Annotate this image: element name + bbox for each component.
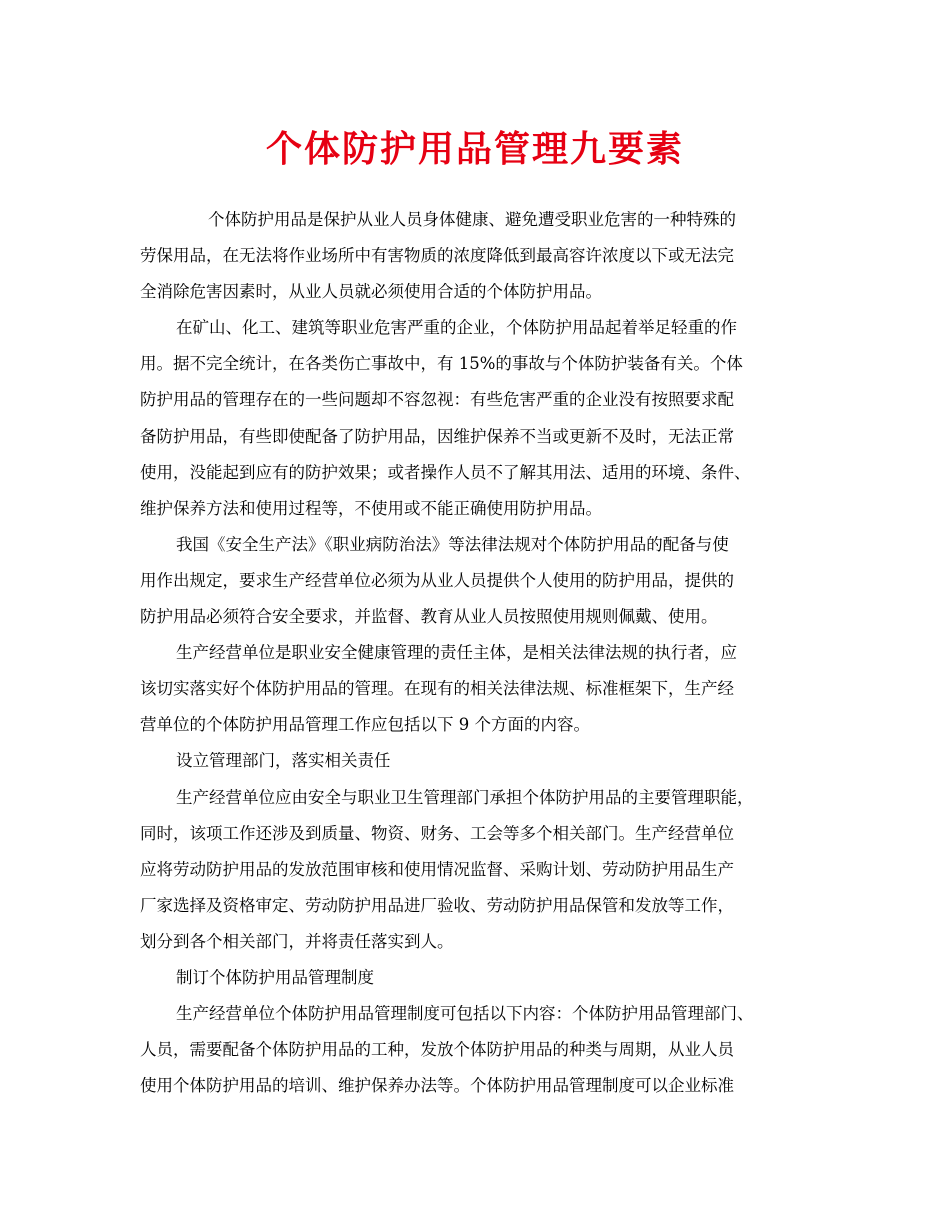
text-line: 用。据不完全统计，在各类伤亡事故中，有 15%的事故与个体防护装备有关。个体 <box>140 354 743 374</box>
text-line: 生产经营单位应由安全与职业卫生管理部门承担个体防护用品的主要管理职能， <box>176 787 754 807</box>
text-line: 个体防护用品是保护从业人员身体健康、避免遭受职业危害的一种特殊的 <box>208 210 736 229</box>
text-line: 生产经营单位个体防护用品管理制度可包括以下内容：个体防护用品管理部门、 <box>176 1004 754 1024</box>
text-line: 用作出规定，要求生产经营单位必须为从业人员提供个人使用的防护用品，提供的 <box>140 570 734 590</box>
text-line: 我国《安全生产法》《职业病防治法》等法律法规对个体防护用品的配备与使 <box>176 534 729 554</box>
text-line: 全消除危害因素时，从业人员就必须使用合适的个体防护用品。 <box>140 282 602 302</box>
section-heading: 制订个体防护用品管理制度 <box>176 967 374 987</box>
document-body <box>140 202 812 1104</box>
text-line: 应将劳动防护用品的发放范围审核和使用情况监督、采购计划、劳动防护用品生产 <box>140 859 734 879</box>
text-line: 防护用品的管理存在的一些问题却不容忽视：有些危害严重的企业没有按照要求配 <box>140 390 734 410</box>
text-line: 该切实落实好个体防护用品的管理。在现有的相关法律法规、标准框架下，生产经 <box>140 679 734 699</box>
text-line: 维护保养方法和使用过程等，不使用或不能正确使用防护用品。 <box>140 498 602 518</box>
text-line: 人员，需要配备个体防护用品的工种，发放个体防护用品的种类与周期，从业人员 <box>140 1040 734 1060</box>
text-line: 厂家选择及资格审定、劳动防护用品进厂验收、劳动防护用品保管和发放等工作， <box>140 895 734 915</box>
text-line: 使用个体防护用品的培训、维护保养办法等。个体防护用品管理制度可以企业标准 <box>140 1076 734 1096</box>
text-line: 在矿山、化工、建筑等职业危害严重的企业，个体防护用品起着举足轻重的作 <box>176 318 737 338</box>
text-line: 生产经营单位是职业安全健康管理的责任主体，是相关法律法规的执行者，应 <box>176 643 737 663</box>
text-line: 营单位的个体防护用品管理工作应包括以下 9 个方面的内容。 <box>140 715 590 735</box>
text-line: 同时，该项工作还涉及到质量、物资、财务、工会等多个相关部门。生产经营单位 <box>140 823 734 843</box>
section-heading: 设立管理部门，落实相关责任 <box>176 751 391 771</box>
text-line: 使用，没能起到应有的防护效果；或者操作人员不了解其用法、适用的环境、条件、 <box>140 462 751 482</box>
text-line: 划分到各个相关部门，并将责任落实到人。 <box>140 931 454 951</box>
text-line: 劳保用品，在无法将作业场所中有害物质的浓度降低到最高容许浓度以下或无法完 <box>140 246 734 266</box>
text-line: 备防护用品，有些即使配备了防护用品，因维护保养不当或更新不及时，无法正常 <box>140 426 734 446</box>
text-line: 防护用品必须符合安全要求，并监督、教育从业人员按照使用规则佩戴、使用。 <box>140 607 718 627</box>
document-title: 个体防护用品管理九要素 <box>265 129 684 170</box>
